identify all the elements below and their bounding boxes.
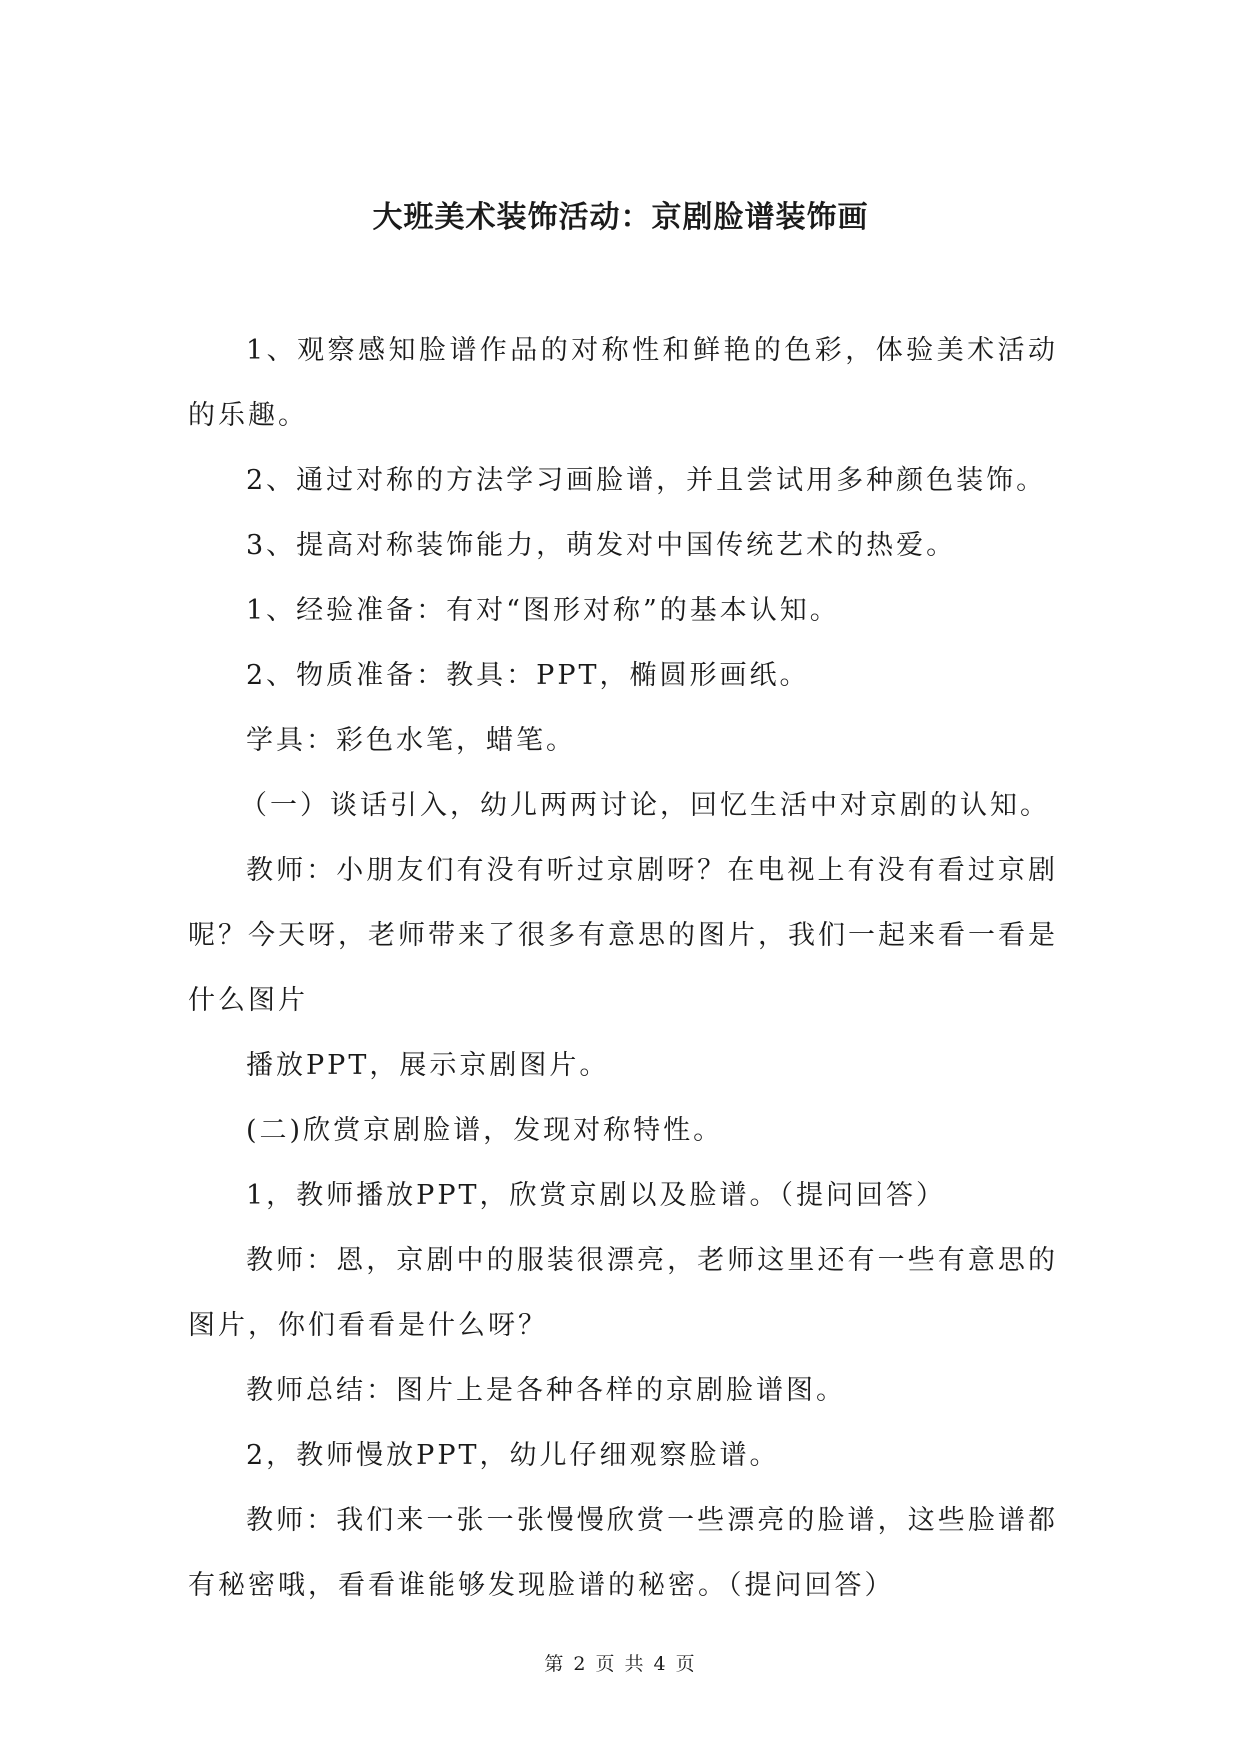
paragraph-step-2: 2，教师慢放PPT，幼儿仔细观察脸谱。 <box>246 1440 780 1471</box>
paragraph-objective-2: 2、通过对称的方法学习画脸谱，并且尝试用多种颜色装饰。 <box>246 465 1047 496</box>
paragraph-teacher-summary: 教师总结：图片上是各种各样的京剧脸谱图。 <box>246 1375 846 1406</box>
paragraph-prep-experience: 1、经验准备：有对“图形对称”的基本认知。 <box>246 595 840 626</box>
document-title: 大班美术装饰活动：京剧脸谱装饰画 <box>372 200 869 235</box>
paragraph-teacher-secret: 教师：我们来一张一张慢慢欣赏一些漂亮的脸谱，这些脸谱都有秘密哦，看看谁能够发现脸谱的秘密。（提问回答） <box>188 1505 1058 1601</box>
paragraph-section-1: （一）谈话引入，幼儿两两讨论，回忆生活中对京剧的认知。 <box>240 790 1050 821</box>
paragraph-prep-materials: 2、物质准备：教具：PPT，椭圆形画纸。 <box>246 660 810 691</box>
paragraph-objective-3: 3、提高对称装饰能力，萌发对中国传统艺术的热爱。 <box>246 530 957 561</box>
document-body <box>188 318 1058 1618</box>
paragraph-play-ppt: 播放PPT，展示京剧图片。 <box>246 1050 610 1081</box>
page-number-footer: 第 2 页 共 4 页 <box>544 1653 697 1675</box>
paragraph-section-2: (二)欣赏京剧脸谱，发现对称特性。 <box>246 1115 724 1146</box>
paragraph-step-1: 1，教师播放PPT，欣赏京剧以及脸谱。（提问回答） <box>246 1180 947 1211</box>
paragraph-student-tools: 学具：彩色水笔，蜡笔。 <box>246 725 576 756</box>
paragraph-objective-1: 1、观察感知脸谱作品的对称性和鲜艳的色彩，体验美术活动的乐趣。 <box>188 335 1058 431</box>
paragraph-teacher-intro: 教师：小朋友们有没有听过京剧呀？在电视上有没有看过京剧呢？今天呀，老师带来了很多有意思的图片，我们一起来看一看是什么图片 <box>188 855 1058 1016</box>
paragraph-teacher-costume: 教师：恩，京剧中的服装很漂亮，老师这里还有一些有意思的图片，你们看看是什么呀？ <box>188 1245 1058 1341</box>
